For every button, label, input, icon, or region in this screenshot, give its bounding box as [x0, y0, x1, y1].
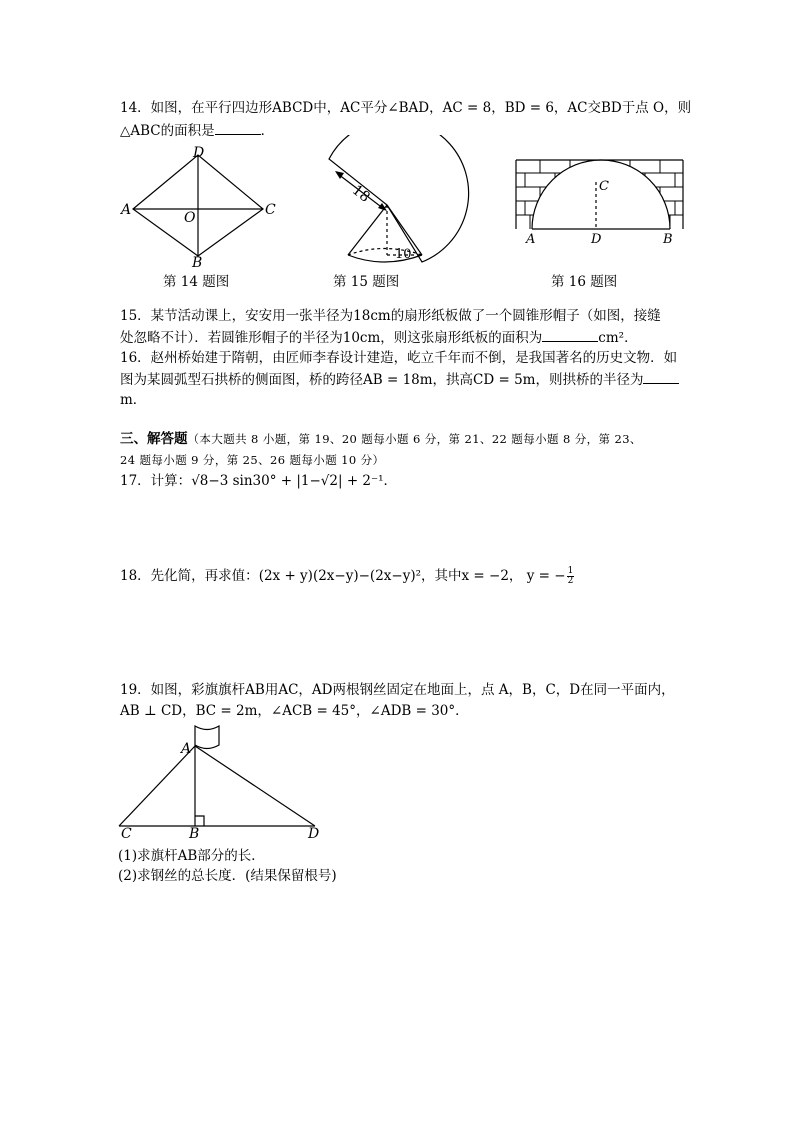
fig19-label-c: C [121, 826, 132, 842]
fig15-cone-left [348, 205, 387, 255]
q19-line2: AB ⊥ CD，BC = 2m，∠ACB = 45°，∠ADB = 30°． [120, 703, 469, 719]
q18-frac-den: 2 [567, 576, 574, 586]
fig19-label-d: D [308, 826, 320, 842]
section3-note2: 24 题每小题 9 分，第 25、26 题每小题 10 分） [120, 453, 385, 467]
figure-16 [510, 150, 690, 250]
q16-line3: m． [120, 392, 147, 408]
fig15-label-10: 10 [395, 247, 412, 262]
fig19-right-angle-mark [195, 816, 204, 826]
section3-title: 三、解答题 [120, 431, 188, 447]
fig16-arch [532, 160, 670, 229]
q15-answer-blank [542, 327, 598, 342]
q14-line2 [120, 120, 274, 141]
q14-line2-text: △ABC的面积是 [120, 123, 215, 139]
fig15-sector [329, 135, 469, 262]
q19-sub2: (2)求钢丝的总长度．(结果保留根号) [118, 868, 337, 884]
figure-14 [115, 145, 285, 270]
section3-note1: （本大题共 8 小题，第 19、20 题每小题 6 分，第 21、22 题每小题 8 分，第 23、 [187, 432, 642, 446]
q19-sub1: (1)求旗杆AB部分的长． [118, 848, 265, 864]
fig19-flag-icon [195, 726, 219, 749]
q16-line2-text: 图为某圆弧型石拱桥的侧面图，桥的跨径AB = 18m，拱高CD = 5m，则拱桥的半径为 [120, 372, 644, 388]
q17 [120, 471, 397, 491]
fig19-label-a: A [181, 741, 192, 757]
fig15-label-18: 18 [348, 182, 373, 206]
q18 [120, 566, 574, 586]
fig16-label-a: A [526, 232, 536, 247]
fig19-label-b: B [189, 826, 200, 842]
caption-14: 第 14 题图 [163, 274, 230, 290]
q15-line2-end: cm²． [598, 330, 638, 346]
caption-15: 第 15 题图 [333, 274, 400, 290]
fig16-label-d: D [591, 232, 602, 247]
caption-16: 第 16 题图 [551, 274, 618, 290]
fig14-label-d: D [193, 145, 205, 161]
q15-line1: 15．某节活动课上，安安用一张半径为18cm的扇形纸板做了一个圆锥形帽子（如图，接缝 [120, 308, 661, 324]
q15-line2 [120, 327, 638, 348]
q16-line2 [120, 369, 679, 390]
q14-answer-blank [215, 120, 261, 135]
q16-line1: 16．赵州桥始建于隋朝，由匠师李春设计建造，屹立千年而不倒，是我国著名的历史文物．如 [120, 350, 678, 366]
figure-15 [318, 135, 478, 270]
q18-fraction [567, 567, 575, 586]
q19-line1: 19．如图，彩旗旗杆AB用AC，AD两根钢丝固定在地面上，点 A，B，C，D在同一平面内， [120, 682, 675, 698]
q16-answer-blank [643, 369, 679, 384]
q18-frac-num: 1 [567, 566, 574, 576]
fig14-label-o: O [184, 210, 196, 226]
figure-19 [115, 720, 330, 842]
q14-line2-end: ． [260, 123, 275, 139]
q18-expression: (2x + y)(2x−y)−(2x−y)²，其中x = −2， y = − [258, 568, 566, 584]
fig14-label-b: B [192, 255, 203, 270]
fig16-label-b: B [663, 232, 673, 247]
q17-prefix: 17．计算： [120, 473, 192, 489]
q14-line1: 14．如图，在平行四边形ABCD中，AC平分∠BAD，AC = 8，BD = 6，AC交BD于点 O，则 [120, 100, 692, 116]
fig19-wire-ac [119, 746, 195, 826]
fig19-wire-ad [195, 746, 315, 826]
fig14-label-c: C [265, 202, 276, 218]
q18-prefix: 18．先化简，再求值： [120, 568, 259, 584]
fig14-label-a: A [121, 202, 132, 218]
q15-line2-text: 处忽略不计）．若圆锥形帽子的半径为10cm，则这张扇形纸板的面积为 [120, 330, 543, 346]
section3-header [120, 429, 642, 449]
q17-expression: √8−3 sin30° + |1−√2| + 2⁻¹． [191, 473, 398, 489]
fig16-label-c: C [599, 179, 609, 194]
